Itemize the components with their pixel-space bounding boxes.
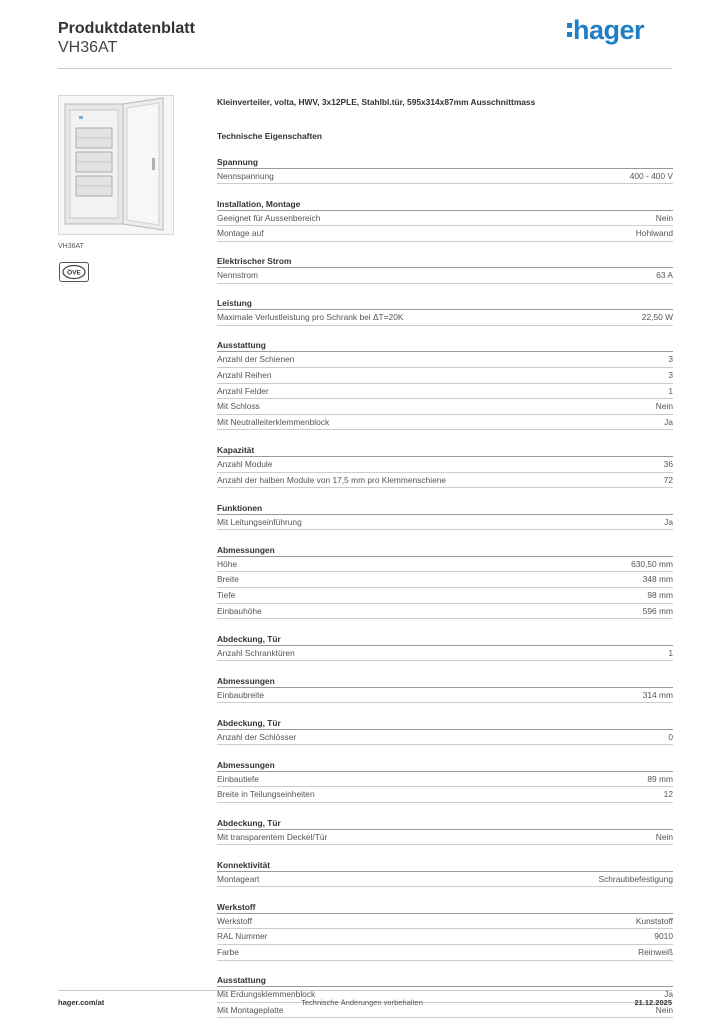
- spec-section: [217, 339, 673, 430]
- spec-row: [217, 399, 673, 415]
- spec-section: [217, 297, 673, 326]
- spec-row: [217, 515, 673, 531]
- spec-label: Geeignet für Aussenbereich: [217, 212, 321, 223]
- spec-content: [217, 96, 673, 1018]
- spec-row: [217, 688, 673, 704]
- section-title: Abdeckung, Tür: [217, 633, 673, 646]
- spec-label: Farbe: [217, 946, 239, 957]
- ove-certification-icon: [59, 262, 89, 282]
- spec-value: 3: [668, 354, 673, 365]
- spec-section: [217, 901, 673, 961]
- spec-row: [217, 872, 673, 888]
- spec-label: Tiefe: [217, 589, 236, 600]
- spec-value: Schraubbefestigung: [598, 873, 673, 884]
- spec-label: Einbauhöhe: [217, 605, 262, 616]
- spec-label: Mit Erdungsklemmenblock: [217, 989, 316, 1000]
- spec-section: [217, 717, 673, 746]
- spec-label: Mit transparentem Deckel/Tür: [217, 831, 328, 842]
- spec-value: Nein: [655, 401, 673, 412]
- page-title: Produktdatenblatt: [58, 20, 195, 37]
- spec-section: [217, 859, 673, 888]
- spec-row: [217, 945, 673, 961]
- spec-row: [217, 473, 673, 489]
- spec-section: [217, 759, 673, 803]
- spec-row: [217, 646, 673, 662]
- spec-label: Breite in Teilungseinheiten: [217, 789, 315, 800]
- section-title: Leistung: [217, 297, 673, 310]
- image-caption: VH36AT: [58, 243, 84, 250]
- spec-value: 314 mm: [642, 689, 673, 700]
- spec-label: Maximale Verlustleistung pro Schrank bei ΔT=20K: [217, 312, 404, 323]
- spec-section: [217, 502, 673, 531]
- spec-label: Anzahl der Schienen: [217, 354, 295, 365]
- spec-row: [217, 914, 673, 930]
- section-title: Ausstattung: [217, 974, 673, 987]
- spec-value: 3: [668, 370, 673, 381]
- spec-label: Anzahl Schranktüren: [217, 647, 295, 658]
- spec-value: Ja: [664, 516, 673, 527]
- spec-row: [217, 415, 673, 431]
- spec-value: 98 mm: [647, 589, 673, 600]
- spec-value: 22,50 W: [641, 312, 673, 323]
- spec-row: [217, 572, 673, 588]
- spec-label: Nennstrom: [217, 270, 258, 281]
- header-divider: [58, 68, 672, 69]
- spec-label: Werkstoff: [217, 915, 253, 926]
- section-title: Abmessungen: [217, 675, 673, 688]
- spec-value: 1: [668, 385, 673, 396]
- spec-value: Ja: [664, 989, 673, 1000]
- spec-value: 348 mm: [642, 574, 673, 585]
- spec-label: Montage auf: [217, 228, 264, 239]
- spec-value: 63 A: [656, 270, 673, 281]
- spec-section: [217, 198, 673, 242]
- spec-section: [217, 544, 673, 619]
- spec-row: [217, 211, 673, 227]
- product-image: [58, 95, 174, 235]
- section-title: Installation, Montage: [217, 198, 673, 211]
- section-title: Spannung: [217, 156, 673, 169]
- spec-value: 12: [663, 789, 673, 800]
- product-description: Kleinverteiler, volta, HWV, 3x12PLE, Stahlbl.tür, 595x314x87mm Ausschnittmass: [217, 97, 536, 107]
- spec-row: [217, 557, 673, 573]
- spec-row: [217, 268, 673, 284]
- spec-row: [217, 310, 673, 326]
- product-code: VH36AT: [58, 39, 118, 56]
- spec-value: 36: [663, 458, 673, 469]
- distribution-box-illustration: [59, 96, 173, 234]
- logo-text: hager: [573, 15, 645, 45]
- spec-row: [217, 604, 673, 620]
- spec-label: Anzahl Module: [217, 458, 273, 469]
- footer-date: 21.12.2025: [634, 998, 672, 1007]
- spec-label: Anzahl Felder: [217, 385, 269, 396]
- section-title: Ausstattung: [217, 339, 673, 352]
- technical-properties-heading: Technische Eigenschaften: [217, 131, 323, 141]
- spec-value: Nein: [655, 212, 673, 223]
- spec-section: [217, 675, 673, 704]
- spec-label: Höhe: [217, 558, 238, 569]
- section-title: Abdeckung, Tür: [217, 817, 673, 830]
- spec-value: 596 mm: [642, 605, 673, 616]
- spec-label: Nennspannung: [217, 170, 274, 181]
- spec-section: [217, 633, 673, 662]
- spec-label: Breite: [217, 574, 239, 585]
- spec-label: Einbaubreite: [217, 689, 265, 700]
- spec-value: 89 mm: [647, 773, 673, 784]
- spec-row: [217, 772, 673, 788]
- spec-value: 400 - 400 V: [629, 170, 673, 181]
- footer-divider: [58, 990, 672, 991]
- spec-row: [217, 588, 673, 604]
- section-title: Abdeckung, Tür: [217, 717, 673, 730]
- spec-section: [217, 444, 673, 488]
- spec-section: [217, 255, 673, 284]
- spec-label: Mit Montageplatte: [217, 1004, 284, 1015]
- spec-value: 1: [668, 647, 673, 658]
- hager-logo: [567, 15, 644, 46]
- spec-label: Mit Leitungseinführung: [217, 516, 302, 527]
- spec-sections: [217, 156, 673, 1019]
- section-title: Funktionen: [217, 502, 673, 515]
- footer-disclaimer: Technische Änderungen vorbehalten: [301, 998, 423, 1007]
- section-title: Abmessungen: [217, 759, 673, 772]
- spec-label: Montageart: [217, 873, 260, 884]
- spec-label: Mit Schloss: [217, 401, 260, 412]
- section-title: Kapazität: [217, 444, 673, 457]
- cert-mark-text: ÖVE: [67, 269, 81, 277]
- spec-row: [217, 929, 673, 945]
- spec-label: RAL Nummer: [217, 931, 268, 942]
- footer-website: hager.com/at: [58, 998, 105, 1007]
- section-title: Konnektivität: [217, 859, 673, 872]
- spec-row: [217, 830, 673, 846]
- spec-row: [217, 352, 673, 368]
- spec-value: 630,50 mm: [631, 558, 673, 569]
- spec-label: Anzahl der halben Module von 17,5 mm pro Klemmenschiene: [217, 474, 447, 485]
- spec-label: Anzahl Reihen: [217, 370, 272, 381]
- spec-row: [217, 384, 673, 400]
- spec-label: Einbautiefe: [217, 773, 259, 784]
- section-title: Abmessungen: [217, 544, 673, 557]
- spec-section: [217, 974, 673, 1018]
- spec-row: [217, 226, 673, 242]
- spec-value: Hohlwand: [635, 228, 673, 239]
- spec-value: Reinweiß: [638, 946, 673, 957]
- spec-value: Nein: [655, 1004, 673, 1015]
- spec-value: 72: [663, 474, 673, 485]
- section-title: Elektrischer Strom: [217, 255, 673, 268]
- spec-row: [217, 457, 673, 473]
- spec-section: [217, 817, 673, 846]
- spec-value: 9010: [654, 931, 673, 942]
- spec-row: [217, 787, 673, 803]
- section-title: Werkstoff: [217, 901, 673, 914]
- spec-row: [217, 368, 673, 384]
- spec-row: [217, 169, 673, 185]
- spec-value: Kunststoff: [635, 915, 673, 926]
- spec-row: [217, 730, 673, 746]
- spec-label: Anzahl der Schlösser: [217, 731, 297, 742]
- spec-value: Nein: [655, 831, 673, 842]
- spec-section: [217, 156, 673, 185]
- spec-value: Ja: [664, 416, 673, 427]
- spec-value: 0: [668, 731, 673, 742]
- spec-label: Mit Neutralleiterklemmenblock: [217, 416, 330, 427]
